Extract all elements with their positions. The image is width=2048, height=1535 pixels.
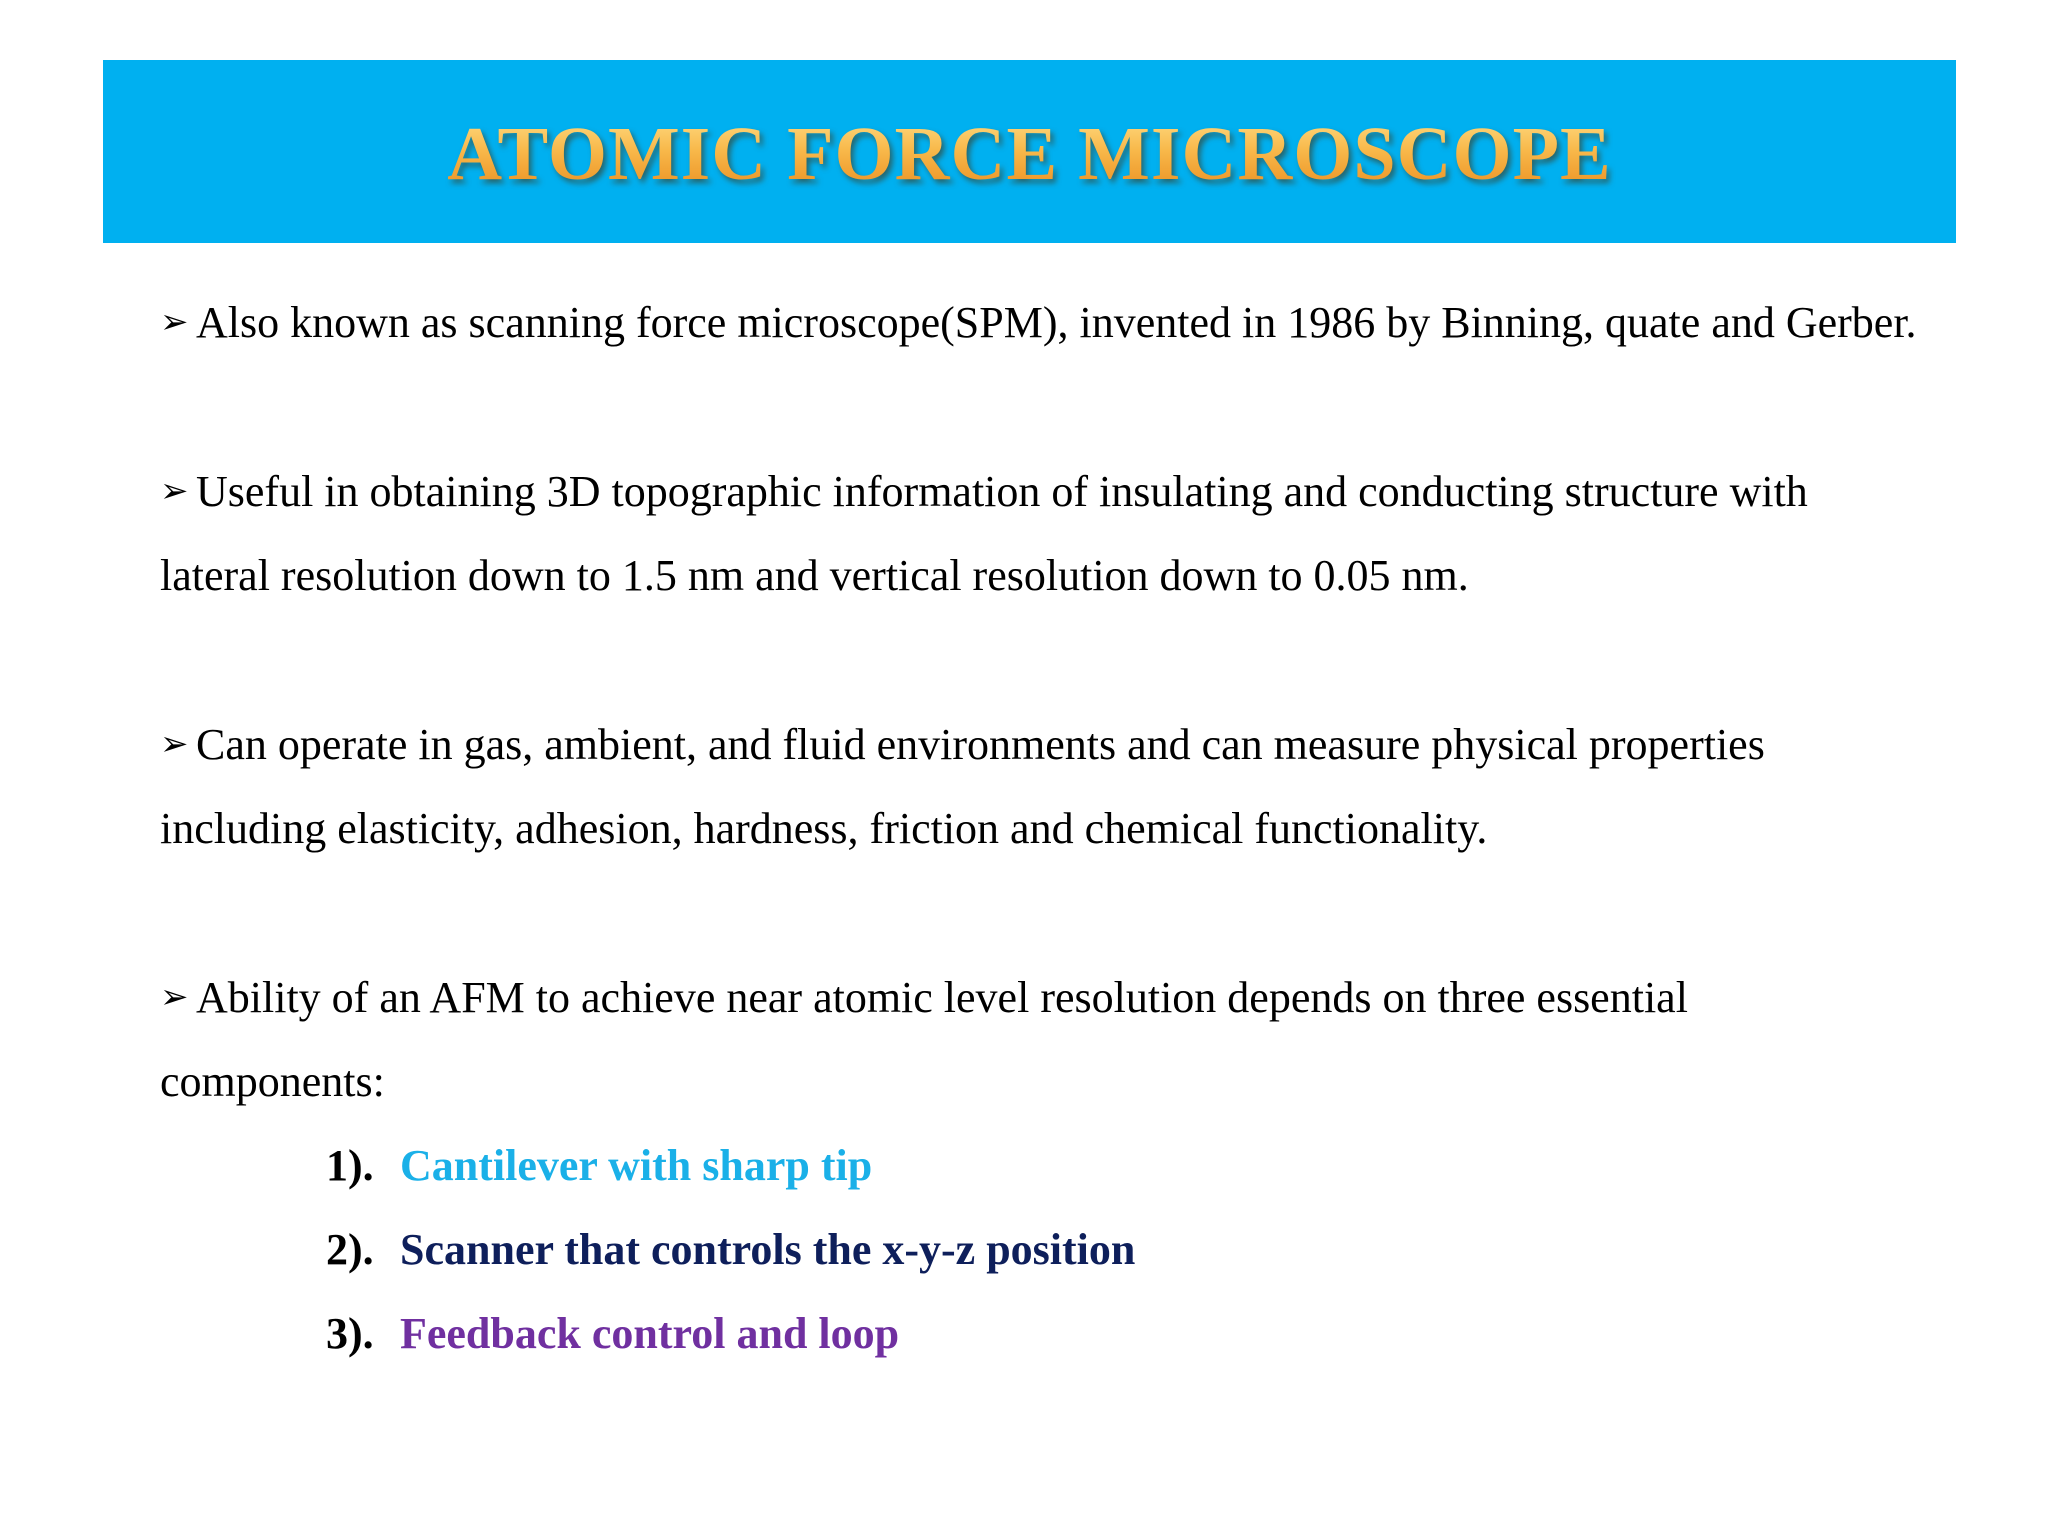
component-number: 2). [326,1225,374,1274]
arrow-bullet-icon: ➢ [160,302,189,342]
component-text: Cantilever with sharp tip [400,1141,873,1190]
slide-body [160,280,1920,1376]
component-item [326,1292,1920,1376]
bullet-item [160,449,1920,618]
slide-title: ATOMIC FORCE MICROSCOPE [447,112,1612,196]
bullet-item [160,955,1920,1124]
bullet-item [160,702,1920,871]
component-number: 1). [326,1141,374,1190]
component-number: 3). [326,1309,374,1358]
component-item [326,1208,1920,1292]
bullet-text: Also known as scanning force microscope(SPM), invented in 1986 by Binning, quate and Gerber. [196,298,1917,347]
arrow-bullet-icon: ➢ [160,471,189,511]
title-banner [103,60,1956,243]
component-item [326,1124,1920,1208]
arrow-bullet-icon: ➢ [160,977,189,1017]
component-text: Feedback control and loop [400,1309,900,1358]
component-text: Scanner that controls the x-y-z position [400,1225,1136,1274]
bullet-item [160,280,1920,365]
bullet-text: Can operate in gas, ambient, and fluid environments and can measure physical properties including elasticity, adhesion, hardness, friction and chemical functionality. [160,720,1765,853]
bullet-text: Ability of an AFM to achieve near atomic level resolution depends on three essential components: [160,973,1688,1106]
arrow-bullet-icon: ➢ [160,724,189,764]
components-list [160,1124,1920,1376]
bullet-text: Useful in obtaining 3D topographic information of insulating and conducting structure with lateral resolution down to 1.5 nm and vertical resolution down to 0.05 nm. [160,467,1808,600]
